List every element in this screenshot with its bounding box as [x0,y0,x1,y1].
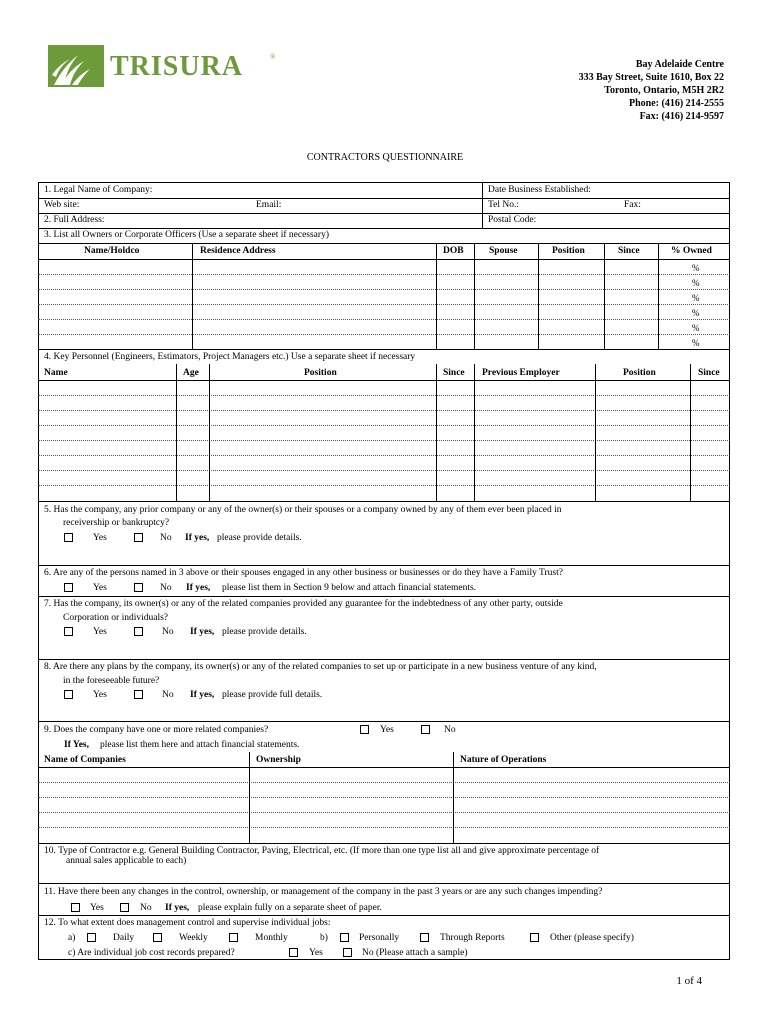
q8-text-2: in the foreseeable future? [63,676,160,686]
owners-header-name: Name/Holdco [84,246,140,256]
q6-no-checkbox[interactable] [134,583,143,592]
tel-label: Tel No.: [488,200,519,210]
q8-yes-label: Yes [93,690,107,700]
q7-no-checkbox[interactable] [134,627,143,636]
personnel-header-since-2: Since [698,368,720,378]
personnel-header-previous-employer: Previous Employer [482,368,560,378]
related-header-nature: Nature of Operations [460,755,547,765]
q5-text: 5. Has the company, any prior company or any of the owner(s) or their spouses or a company owned by any of them ever been placed in [44,505,562,515]
owned-percent: % [692,338,700,348]
q7-ifyes-text: please provide details. [222,627,307,637]
owners-header-spouse: Spouse [489,246,518,256]
q11-text: 11. Have there been any changes in the control, ownership, or management of the company in the past 3 years or are any such changes impending? [44,887,603,897]
q6-no-label: No [160,583,172,593]
q10-text-2: annual sales applicable to each) [66,856,187,866]
q9-text: 9. Does the company have one or more related companies? [44,725,269,735]
monthly-label: Monthly [255,933,288,943]
q7-yes-label: Yes [93,627,107,637]
other-checkbox[interactable] [530,933,539,942]
q11-yes-checkbox[interactable] [71,903,80,912]
owners-header-position: Position [552,246,585,256]
personnel-header-position: Position [304,368,337,378]
q4-label: 4. Key Personnel (Engineers, Estimators, Project Managers etc.) Use a separate sheet if necessary [44,352,416,362]
q10-text: 10. Type of Contractor e.g. General Building Contractor, Paving, Electrical, etc. (If more than one type list all and give approximate percentage of [44,846,600,856]
registered-mark: ® [270,53,276,61]
q6-yes-label: Yes [93,583,107,593]
q2-label: 2. Full Address: [44,215,105,225]
q5-no-label: No [160,533,172,543]
through-reports-checkbox[interactable] [420,933,429,942]
other-label: Other (please specify) [550,933,634,943]
page-number: 1 of 4 [676,975,702,987]
email-label: Email: [256,200,282,210]
daily-checkbox[interactable] [87,933,96,942]
q3-label: 3. List all Owners or Corporate Officers (Use a separate sheet if necessary) [44,230,329,240]
through-reports-label: Through Reports [440,933,505,943]
job-cost-no-checkbox[interactable] [343,948,352,957]
job-cost-no-label: No (Please attach a sample) [362,948,468,958]
q12-a-label: a) [68,933,76,943]
weekly-checkbox[interactable] [153,933,162,942]
q5-yes-label: Yes [93,533,107,543]
q8-no-checkbox[interactable] [134,690,143,699]
owners-header-address: Residence Address [200,246,276,256]
date-established-label: Date Business Established: [488,185,591,195]
daily-label: Daily [113,933,135,943]
q12-c-label: c) Are individual job cost records prepared? [68,948,235,958]
q8-ifyes-text: please provide full details. [222,690,323,700]
owners-header-since: Since [618,246,640,256]
related-header-ownership: Ownership [256,755,301,765]
q1-label: 1. Legal Name of Company: [44,185,153,195]
q5-no-checkbox[interactable] [134,533,143,542]
q5-ifyes-text: please provide details. [217,533,302,543]
q6-text: 6. Are any of the persons named in 3 above or their spouses engaged in any other business or businesses or do they have a Family Trust? [44,568,563,578]
q7-yes-checkbox[interactable] [64,627,73,636]
postal-code-label: Postal Code: [488,215,537,225]
owners-header-dob: DOB [443,246,464,256]
q5-text-2: receivership or bankruptcy? [63,518,170,528]
owned-percent: % [692,278,700,288]
q8-ifyes-bold: If yes, [190,690,215,700]
q9-ifyes-text: please list them here and attach financial statements. [100,740,300,750]
q9-yes-checkbox[interactable] [360,725,369,734]
personnel-header-name: Name [44,368,68,378]
trisura-logo-icon [48,45,104,90]
owners-header-owned: % Owned [671,246,712,256]
website-label: Web site: [44,200,80,210]
q12-b-label: b) [320,933,328,943]
q9-no-label: No [444,725,456,735]
q7-text-2: Corporation or individuals? [63,613,169,623]
personnel-header-age: Age [183,368,199,378]
q5-ifyes-bold: If yes, [185,533,210,543]
q7-no-label: No [162,627,174,637]
job-cost-yes-label: Yes [309,948,323,958]
q12-text: 12. To what extent does management control and supervise individual jobs: [44,918,331,928]
personnel-header-since: Since [443,368,465,378]
related-header-name: Name of Companies [44,755,126,765]
q8-text: 8. Are there any plans by the company, its owner(s) or any of the related companies to set up or participate in a new business venture of any kind, [44,662,597,672]
fax-label: Fax: [624,200,641,210]
q5-yes-checkbox[interactable] [64,533,73,542]
monthly-checkbox[interactable] [229,933,238,942]
personnel-header-position-2: Position [623,368,656,378]
job-cost-yes-checkbox[interactable] [289,948,298,957]
q8-no-label: No [162,690,174,700]
q9-no-checkbox[interactable] [421,725,430,734]
q9-ifyes-bold: If Yes, [64,740,89,750]
owned-percent: % [692,263,700,273]
owned-percent: % [692,293,700,303]
company-address: Bay Adelaide Centre 333 Bay Street, Suite 1610, Box 22 Toronto, Ontario, M5H 2R2 Phone: (416) 214-2555 Fax: (416) 214-9597 [578,59,724,122]
personally-label: Personally [359,933,400,943]
q11-yes-label: Yes [90,903,104,913]
weekly-label: Weekly [179,933,208,943]
q8-yes-checkbox[interactable] [64,690,73,699]
q6-ifyes-bold: If yes, [186,583,211,593]
q7-text: 7. Has the company, its owner(s) or any of the related companies provided any guarantee for the indebtedness of any other party, outside [44,599,563,609]
q11-no-checkbox[interactable] [120,903,129,912]
q6-ifyes-text: please list them in Section 9 below and attach financial statements. [222,583,477,593]
form-title: CONTRACTORS QUESTIONNAIRE [306,152,464,163]
q9-yes-label: Yes [380,725,394,735]
q11-no-label: No [140,903,152,913]
q11-ifyes-bold: If yes, [165,903,190,913]
q7-ifyes-bold: If yes, [190,627,215,637]
q6-yes-checkbox[interactable] [64,583,73,592]
owned-percent: % [692,323,700,333]
q11-ifyes-text: please explain fully on a separate sheet of paper. [198,903,382,913]
personally-checkbox[interactable] [340,933,349,942]
owned-percent: % [692,308,700,318]
company-name: TRISURA [110,51,244,82]
